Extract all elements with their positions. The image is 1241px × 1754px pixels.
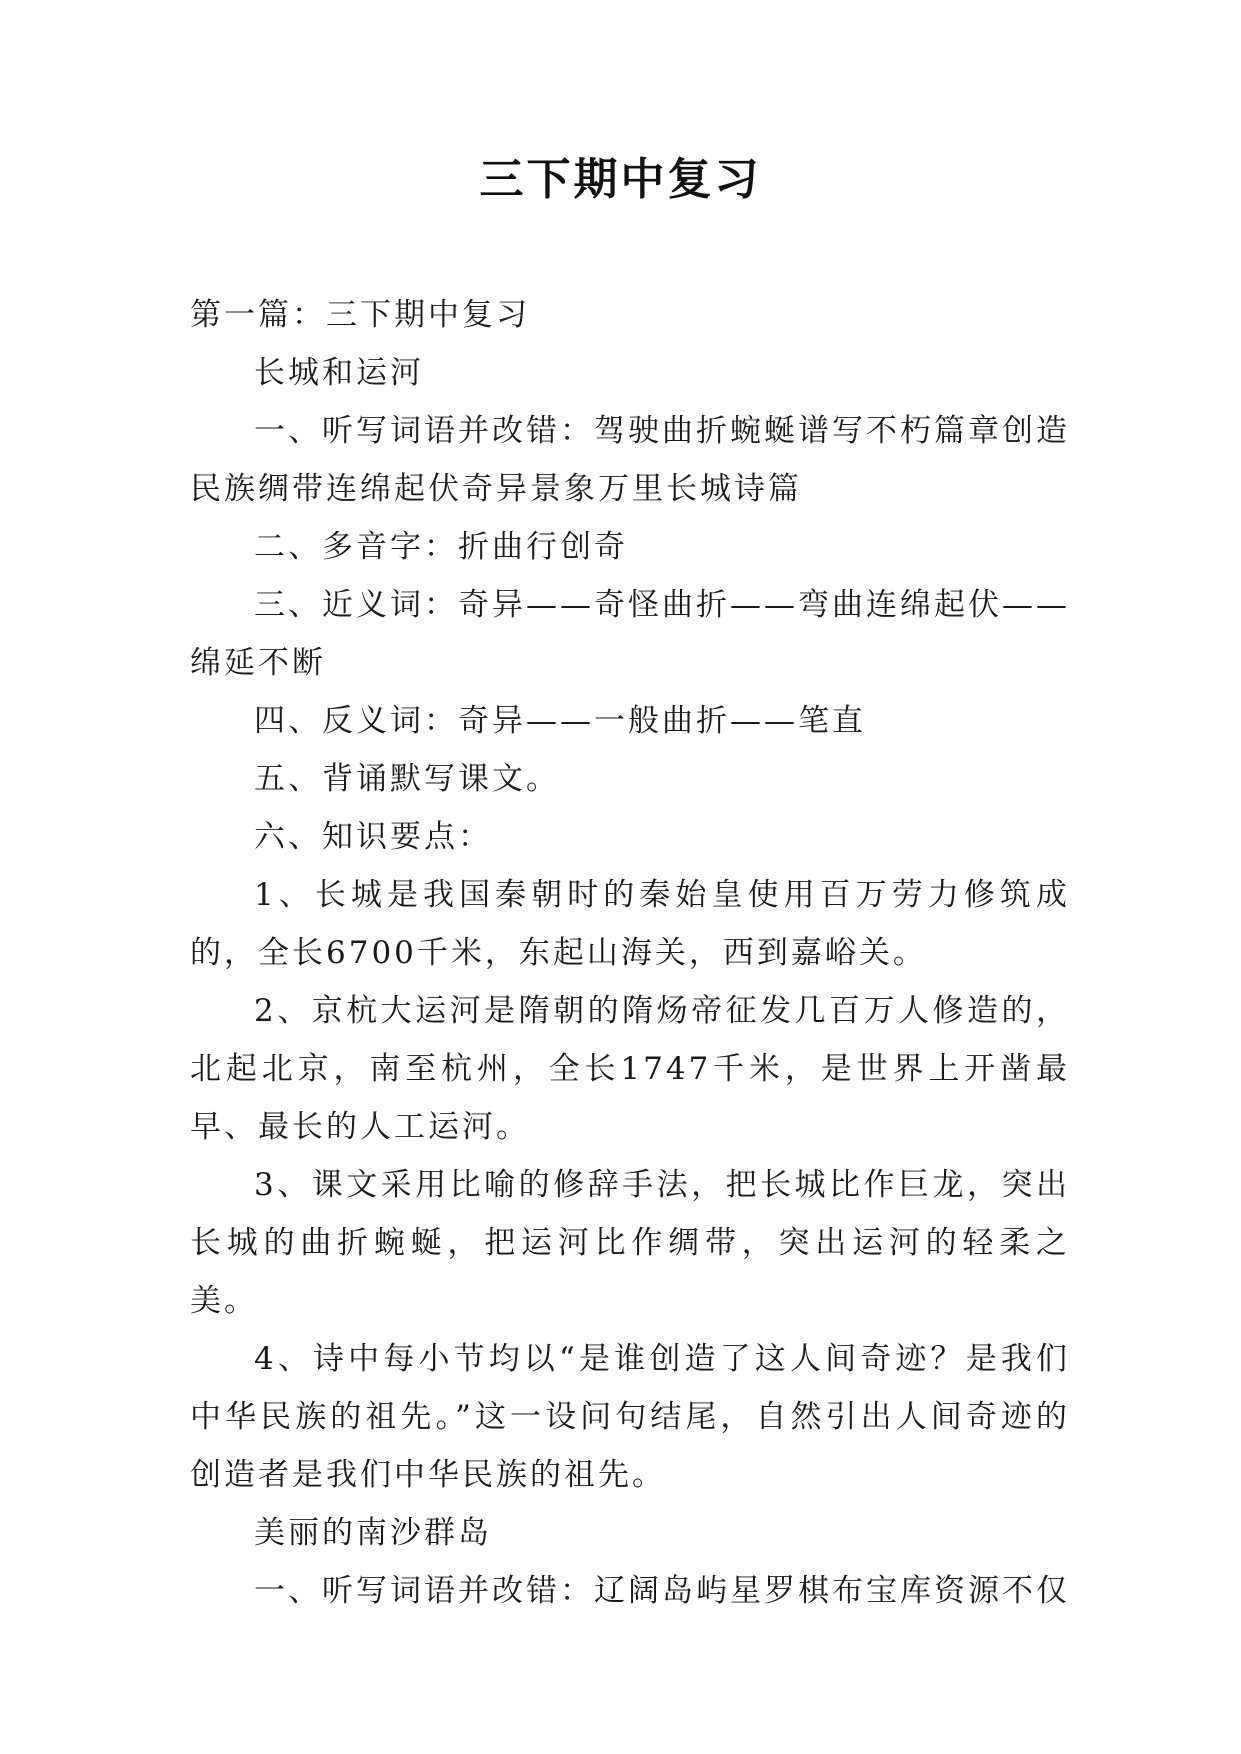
paragraph: 二、多音字：折曲行创奇 <box>254 529 628 565</box>
section-heading: 第一篇：三下期中复习 <box>190 297 530 333</box>
paragraph: 一、听写词语并改错：驾驶曲折蜿蜒谱写不朽篇章创造民族绸带连绵起伏奇异景象万里长城诗篇 <box>190 413 1070 507</box>
paragraph: 1、长城是我国秦朝时的秦始皇使用百万劳力修筑成的，全长6700千米，东起山海关，西到嘉峪关。 <box>190 877 1070 971</box>
document-body <box>190 286 1070 1620</box>
document-title: 三下期中复习 <box>479 154 762 205</box>
paragraph: 4、诗中每小节均以“是谁创造了这人间奇迹？是我们中华民族的祖先。”这一设问句结尾，自然引出人间奇迹的创造者是我们中华民族的祖先。 <box>190 1341 1070 1493</box>
paragraph: 三、近义词：奇异——奇怪曲折——弯曲连绵起伏——绵延不断 <box>190 587 1070 681</box>
lesson-title: 长城和运河 <box>254 355 424 391</box>
lesson-title: 美丽的南沙群岛 <box>254 1515 492 1551</box>
paragraph: 2、京杭大运河是隋朝的隋炀帝征发几百万人修造的，北起北京，南至杭州，全长1747千米，是世界上开凿最早、最长的人工运河。 <box>190 993 1070 1145</box>
paragraph: 六、知识要点： <box>254 819 492 855</box>
paragraph: 一、听写词语并改错：辽阔岛屿星罗棋布宝库资源不仅 <box>254 1573 1070 1609</box>
paragraph: 3、课文采用比喻的修辞手法，把长城比作巨龙，突出长城的曲折蜿蜒，把运河比作绸带，突出运河的轻柔之美。 <box>190 1167 1070 1319</box>
paragraph: 五、背诵默写课文。 <box>254 761 560 797</box>
paragraph: 四、反义词：奇异——一般曲折——笔直 <box>254 703 866 739</box>
